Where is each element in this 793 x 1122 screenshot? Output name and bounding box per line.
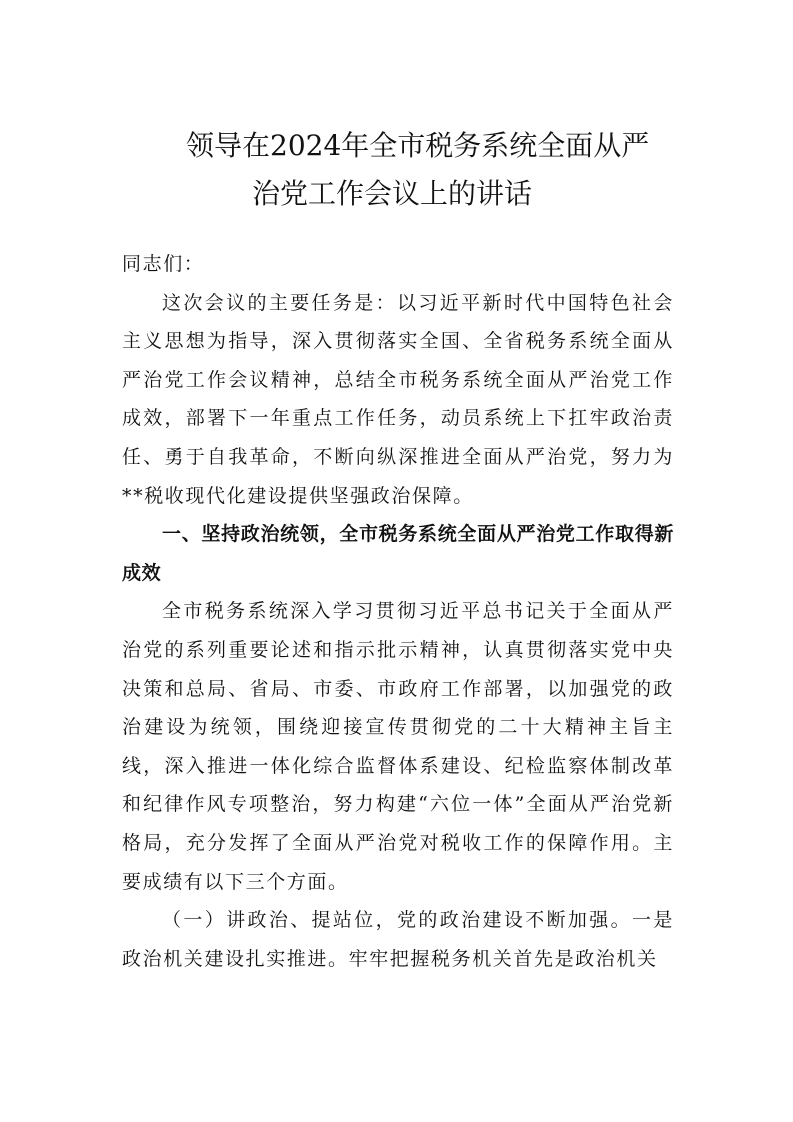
section-heading-1: 一、坚持政治统领，全市税务系统全面从严治党工作取得新成效 [122, 523, 674, 584]
title-line-2: 治党工作会议上的讲话 [252, 177, 533, 210]
salutation: 同志们： [122, 253, 205, 275]
paragraph-achievements: 全市税务系统深入学习贯彻习近平总书记关于全面从严治党的系列重要论述和指示批示精神，认真贯彻落实党中央决策和总局、省局、市委、市政府工作部署，以加强党的政治建设为统领，围绕迎接宣传贯彻党的二十大精神主旨主线，深入推进一体化综合监督体系建设、纪检监察体制改革和纪律作风专项整治，努力构建“六位一体”全面从严治党新格局，充分发挥了全面从严治党对税收工作的保障作用。主要成绩有以下三个方面。 [122, 600, 674, 893]
document-body [122, 245, 674, 978]
paragraph-intro: 这次会议的主要任务是：以习近平新时代中国特色社会主义思想为指导，深入贯彻落实全国、全省税务系统全面从严治党工作会议精神，总结全市税务系统全面从严治党工作成效，部署下一年重点工作任务，动员系统上下扛牢政治责任、勇于自我革命，不断向纵深推进全面从严治党，努力为**税收现代化建设提供坚强政治保障。 [122, 291, 674, 507]
title-line-1: 领导在2024年全市税务系统全面从严 [186, 129, 650, 162]
document-title [160, 122, 680, 218]
paragraph-subsection-1: （一）讲政治、提站位，党的政治建设不断加强。一是政治机关建设扎实推进。牢牢把握税务机关首先是政治机关 [122, 909, 674, 970]
